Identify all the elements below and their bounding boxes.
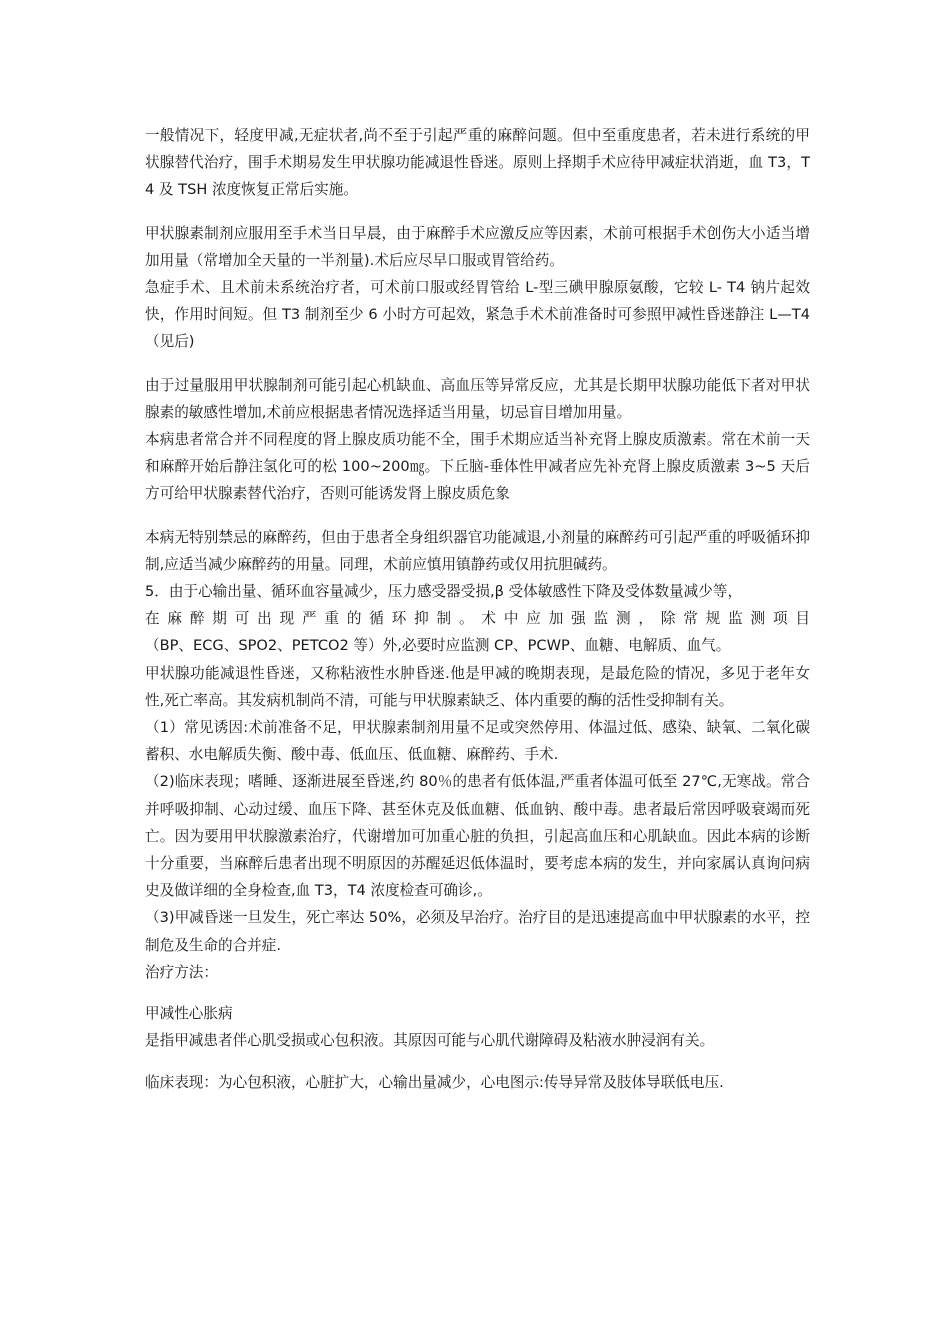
paragraph-heart-disease-clinical: 临床表现：为心包积液，心脏扩大，心输出量减少，心电图示:传导异常及肢体导联低电压. [145,1073,724,1091]
document-body [145,122,810,1096]
paragraph-circulation-line-2: 在麻醉期可出现严重的循环抑制。术中应加强监测，除常规监测项目 [145,610,810,628]
paragraph-circulation-line-3: （BP、ECG、SPO2、PETCO2 等）外,必要时应监测 CP、PCWP、血糖、电解质、血气。 [145,637,731,655]
paragraph-treatment-heading: 治疗方法： [145,963,218,981]
paragraph-myxedema-coma: 甲状腺功能减退性昏迷，又称粘液性水肿昏迷.他是甲减的晚期表现，是最危险的情况，多见于老年女性,死亡率高。其发病机制尚不清，可能与甲状腺素缺乏、体内重要的酶的活性受抑制有关。 [145,664,810,709]
paragraph-clinical-signs: （2)临床表现；嗜睡、逐渐进展至昏迷,约 80％的患者有低体温,严重者体温可低至 27℃,无寒战。常合并呼吸抑制、心动过缓、血压下降、甚至休克及低血糖、低血钠、酸中毒。患者最后常因呼吸衰竭而死亡。因为要用甲状腺激素治疗，代谢增加可加重心脏的负担，引起高血压和心肌缺血。因此本病的诊断十分重要，当麻醉后患者出现不明原因的苏醒延迟低体温时，要考虑本病的发生，并向家属认真询问病史及做详细的全身检查,血 T3，T4 浓度检查可确诊,。 [145,773,810,900]
paragraph-gap [145,508,810,524]
paragraph-circulation-line-1: 5．由于心输出量、循环血容量减少，压力感受器受损,β 受体敏感性下降及受体数量减少等， [145,583,743,601]
paragraph-heart-disease-definition: 是指甲减患者伴心肌受损或心包积液。其原因可能与心肌代谢障碍及粘液水肿浸润有关。 [145,1032,715,1050]
paragraph-gap [145,204,810,220]
paragraph-triggers: （1）常见诱因:术前准备不足，甲状腺素制剂用量不足或突然停用、体温过低、感染、缺氧、二氧化碳蓄积、水电解质失衡、酸中毒、低血压、低血糖、麻醉药、手术. [145,719,810,764]
paragraph-gap [145,356,810,372]
paragraph-mild-hypothyroid: 一般情况下，轻度甲减,无症状者,尚不至于引起严重的麻醉问题。但中至重度患者，若未进行系统的甲状腺替代治疗，围手术期易发生甲状腺功能减退性昏迷。原则上择期手术应待甲减症状消逝，血 T3，T4 及 TSH 浓度恢复正常后实施。 [145,127,810,199]
paragraph-thyroid-dosing: 甲状腺素制剂应服用至手术当日早晨，由于麻醉手术应激反应等因素，术前可根据手术创伤大小适当增加用量（常增加全天量的一半剂量).术后应尽早口服或胃管给药。 [145,224,810,269]
section-heading-heart-disease: 甲减性心胀病 [145,1005,233,1023]
paragraph-overdose-risk: 由于过量服用甲状腺制剂可能引起心机缺血、高血压等异常反应，尤其是长期甲状腺功能低下者对甲状腺素的敏感性增加,术前应根据患者情况选择适当用量，切忌盲目增加用量。 [145,376,810,421]
paragraph-emergency-surgery: 急症手术、且术前未系统治疗者，可术前口服或经胃管给 L-型三碘甲腺原氨酸，它较 L- T4 钠片起效快，作用时间短。但 T3 制剂至少 6 小时方可起效，紧急手术术前准备时可参照甲减性昏迷静注 L—T4（见后) [145,279,810,351]
paragraph-adrenal-supplement: 本病患者常合并不同程度的肾上腺皮质功能不全，围手术期应适当补充肾上腺皮质激素。常在术前一天和麻醉开始后静注氢化可的松 100~200㎎。下丘脑-垂体性甲减者应先补充肾上腺皮质激素 3~5 天后方可给甲状腺素替代治疗，否则可能诱发肾上腺皮质危象 [145,431,810,503]
paragraph-gap [145,986,810,1000]
paragraph-anesthetic-choice: 本病无特别禁忌的麻醉药，但由于患者全身组织器官功能减退,小剂量的麻醉药可引起严重的呼吸循环抑制,应适当减少麻醉药的用量。同理，术前应慎用镇静药或仅用抗胆碱药。 [145,528,810,573]
paragraph-gap [145,1055,810,1069]
paragraph-mortality: （3)甲减昏迷一旦发生，死亡率达 50%，必须及早治疗。治疗目的是迅速提高血中甲状腺素的水平，控制危及生命的合并症. [145,909,810,954]
